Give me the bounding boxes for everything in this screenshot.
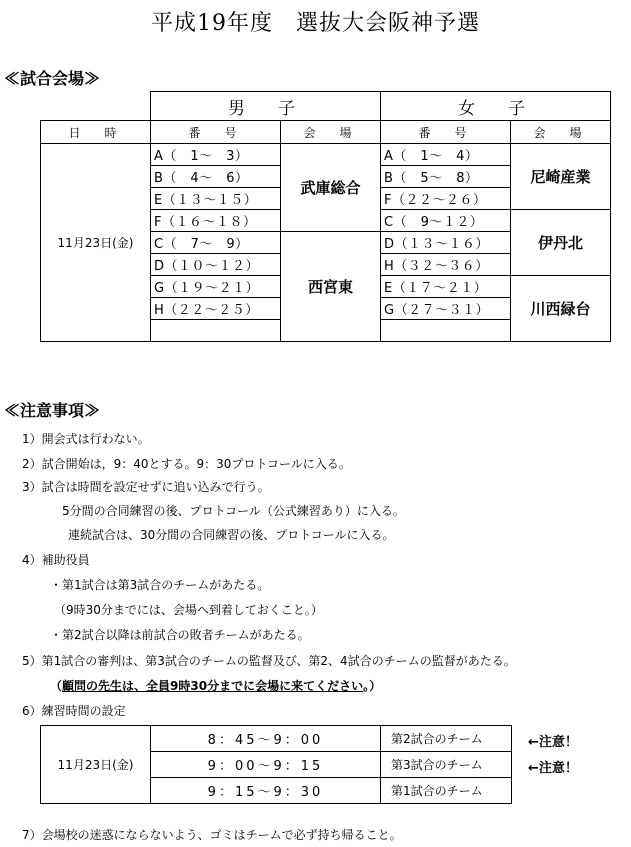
men-venue-column-header: 会 場 — [281, 121, 381, 144]
note-item: 3）試合は時間を設定せずに追い込みで行う。 — [22, 480, 270, 494]
women-number: H（３２～３６） — [381, 254, 511, 276]
note-item: 2）試合開始は，9：40とする。9：30プロトコールに入る。 — [22, 457, 351, 471]
practice-time: 8：45～9：00 — [151, 726, 381, 752]
emphasis-text: 顧問の先生は、全員9時30分までに会場に来てください — [62, 679, 364, 693]
men-number: C（ 7～ 9） — [151, 232, 281, 254]
venue-table — [40, 91, 611, 342]
women-number: G（２７～３１） — [381, 298, 511, 320]
emphasis-open: （ — [50, 679, 63, 693]
women-venue: 川西緑台 — [511, 276, 611, 342]
men-number: B（ 4～ 6） — [151, 166, 281, 188]
practice-time: 9：00～9：15 — [151, 752, 381, 778]
women-number: B（ 5～ 8） — [381, 166, 511, 188]
practice-team: 第2試合のチーム — [381, 726, 512, 752]
note-item: 7）会場校の迷惑にならないよう、ゴミはチームで必ず持ち帰ること。 — [22, 828, 402, 842]
empty-cell — [151, 320, 281, 342]
note-item: （9時30分までには、会場へ到着しておくこと。） — [54, 603, 323, 617]
notes-section-heading: ≪注意事項≫ — [4, 401, 101, 420]
men-number: F（１６～１８） — [151, 210, 281, 232]
practice-date: 11月23日(金) — [41, 726, 151, 804]
men-group-header: 男 子 — [151, 92, 381, 121]
venue-section-heading: ≪試合会場≫ — [4, 69, 101, 88]
women-number: F（２２～２６） — [381, 188, 511, 210]
note-item: 5）第1試合の審判は、第3試合のチームの監督及び、第2、4試合のチームの監督があたる。 — [22, 654, 516, 668]
women-group-header: 女 子 — [381, 92, 611, 121]
men-number: A（ 1～ 3） — [151, 144, 281, 166]
practice-team: 第3試合のチーム — [381, 752, 512, 778]
women-venue: 伊丹北 — [511, 210, 611, 276]
women-number-column-header: 番 号 — [381, 121, 511, 144]
women-number: E（１７～２１） — [381, 276, 511, 298]
men-venue: 西宮東 — [281, 232, 381, 342]
note-item: ・第1試合は第3試合のチームがあたる。 — [50, 578, 270, 592]
date-column-header: 日 時 — [41, 121, 151, 144]
note-item: 連続試合は、30分間の合同練習の後、プロトコールに入る。 — [68, 528, 395, 542]
women-number: A（ 1～ 4） — [381, 144, 511, 166]
note-item: 6）練習時間の設定 — [22, 704, 126, 718]
practice-time-table — [40, 725, 512, 804]
men-number-column-header: 番 号 — [151, 121, 281, 144]
women-venue-column-header: 会 場 — [511, 121, 611, 144]
caution-label: ←注意！ — [528, 735, 578, 750]
page-title: 平成19年度 選抜大会阪神予選 — [151, 11, 480, 36]
men-number: G（１９～２１） — [151, 276, 281, 298]
emphasis-close: 。） — [363, 679, 382, 693]
emphasis-note — [50, 677, 381, 694]
men-number: H（２２～２５） — [151, 298, 281, 320]
men-number: E（１３～１５） — [151, 188, 281, 210]
women-number: D（１３～１６） — [381, 232, 511, 254]
note-item: 5分間の合同練習の後、プロトコール（公式練習あり）に入る。 — [62, 504, 405, 518]
note-item: ・第2試合以降は前試合の敗者チームがあたる。 — [50, 628, 310, 642]
men-number: D（１０～１２） — [151, 254, 281, 276]
empty-cell — [381, 320, 511, 342]
practice-time: 9：15～9：30 — [151, 778, 381, 804]
match-date: 11月23日(金) — [41, 144, 151, 342]
note-item: 4）補助役員 — [22, 553, 90, 567]
women-number: C（ 9～１２） — [381, 210, 511, 232]
women-venue: 尼崎産業 — [511, 144, 611, 210]
men-venue: 武庫総合 — [281, 144, 381, 232]
practice-team: 第1試合のチーム — [381, 778, 512, 804]
caution-label: ←注意！ — [528, 761, 578, 776]
note-item: 1）開会式は行わない。 — [22, 432, 150, 446]
